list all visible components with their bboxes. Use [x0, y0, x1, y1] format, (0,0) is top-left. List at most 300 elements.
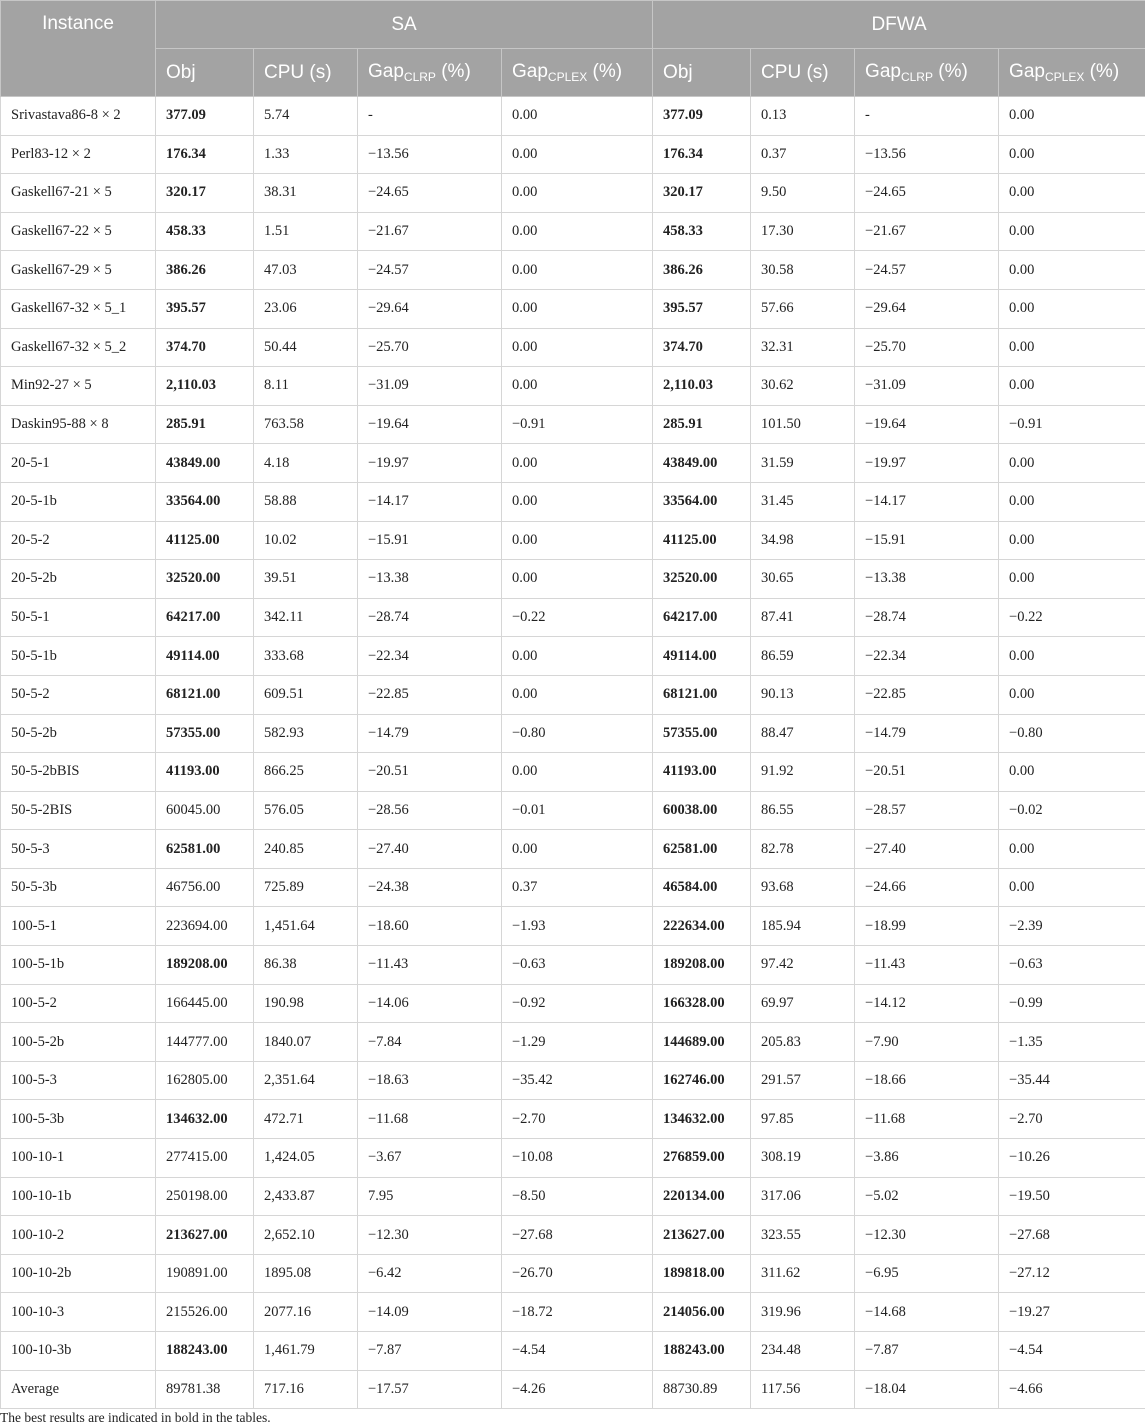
dfwa-gap-clrp-cell: −27.40 — [855, 830, 999, 869]
dfwa-obj-cell: 49114.00 — [653, 637, 751, 676]
dfwa-gap-cplex-cell: −2.39 — [999, 907, 1145, 946]
sa-gap-cplex-cell: −1.93 — [502, 907, 653, 946]
dfwa-obj-cell: 88730.89 — [653, 1370, 751, 1409]
table-row — [1, 1139, 1145, 1178]
dfwa-gap-cplex-cell: 0.00 — [999, 97, 1145, 136]
dfwa-gap-clrp-cell: −20.51 — [855, 753, 999, 792]
dfwa-cpu-cell: 17.30 — [751, 212, 855, 251]
sa-gap-cplex-cell: −0.91 — [502, 405, 653, 444]
dfwa-obj-cell: 2,110.03 — [653, 367, 751, 406]
dfwa-gap-clrp-cell: −28.57 — [855, 791, 999, 830]
sa-cpu-cell: 1895.08 — [254, 1254, 358, 1293]
sa-obj-cell: 46756.00 — [156, 868, 254, 907]
sa-obj-cell: 166445.00 — [156, 984, 254, 1023]
dfwa-cpu-cell: 234.48 — [751, 1332, 855, 1371]
dfwa-cpu-cell: 57.66 — [751, 289, 855, 328]
sa-cpu-cell: 47.03 — [254, 251, 358, 290]
table-row — [1, 1216, 1145, 1255]
sa-obj-cell: 395.57 — [156, 289, 254, 328]
instance-cell: 50-5-2b — [1, 714, 156, 753]
sa-gap-clrp-cell: −29.64 — [358, 289, 502, 328]
dfwa-cpu-cell: 185.94 — [751, 907, 855, 946]
sa-obj-cell: 215526.00 — [156, 1293, 254, 1332]
sa-gap-cplex-cell: −0.80 — [502, 714, 653, 753]
instance-cell: 100-10-1 — [1, 1139, 156, 1178]
table-row — [1, 289, 1145, 328]
instance-cell: Average — [1, 1370, 156, 1409]
sa-cpu-cell: 333.68 — [254, 637, 358, 676]
dfwa-gap-clrp-cell: −24.57 — [855, 251, 999, 290]
dfwa-gap-cplex-cell: 0.00 — [999, 174, 1145, 213]
instance-cell: 20-5-2 — [1, 521, 156, 560]
sa-gap-clrp-cell: −13.56 — [358, 135, 502, 174]
sa-gap-clrp-cell: −12.30 — [358, 1216, 502, 1255]
gap-label: Gap — [368, 61, 404, 82]
sa-gap-cplex-cell: 0.00 — [502, 212, 653, 251]
dfwa-obj-cell: 33564.00 — [653, 482, 751, 521]
dfwa-gap-cplex-cell: 0.00 — [999, 637, 1145, 676]
dfwa-gap-clrp-cell: −5.02 — [855, 1177, 999, 1216]
instance-cell: 100-10-2b — [1, 1254, 156, 1293]
sa-obj-cell: 213627.00 — [156, 1216, 254, 1255]
instance-cell: Gaskell67-32 × 5_2 — [1, 328, 156, 367]
sa-gap-cplex-cell: −35.42 — [502, 1061, 653, 1100]
dfwa-gap-cplex-cell: −19.50 — [999, 1177, 1145, 1216]
sa-cpu-cell: 240.85 — [254, 830, 358, 869]
gap-unit: (%) — [587, 61, 623, 82]
dfwa-cpu-cell: 308.19 — [751, 1139, 855, 1178]
sa-gap-cplex-cell: 0.00 — [502, 675, 653, 714]
instance-cell: 100-5-2b — [1, 1023, 156, 1062]
dfwa-gap-clrp-cell: −29.64 — [855, 289, 999, 328]
dfwa-gap-clrp-cell: −25.70 — [855, 328, 999, 367]
dfwa-obj-cell: 189818.00 — [653, 1254, 751, 1293]
table-body — [1, 97, 1145, 1409]
dfwa-gap-clrp-cell: −24.66 — [855, 868, 999, 907]
sa-gap-cplex-cell: 0.37 — [502, 868, 653, 907]
dfwa-gap-clrp-cell: −18.04 — [855, 1370, 999, 1409]
sa-cpu-cell: 1.51 — [254, 212, 358, 251]
sa-obj-cell: 57355.00 — [156, 714, 254, 753]
dfwa-obj-cell: 276859.00 — [653, 1139, 751, 1178]
sa-gap-cplex-cell: −0.63 — [502, 946, 653, 985]
dfwa-gap-cplex-cell: 0.00 — [999, 135, 1145, 174]
table-row — [1, 753, 1145, 792]
sa-gap-clrp-cell: −19.64 — [358, 405, 502, 444]
dfwa-cpu-cell: 90.13 — [751, 675, 855, 714]
dfwa-gap-cplex-cell: −4.54 — [999, 1332, 1145, 1371]
dfwa-obj-cell: 220134.00 — [653, 1177, 751, 1216]
dfwa-gap-clrp-cell: −14.79 — [855, 714, 999, 753]
sa-cpu-cell: 725.89 — [254, 868, 358, 907]
sa-obj-cell: 32520.00 — [156, 560, 254, 599]
dfwa-obj-cell: 64217.00 — [653, 598, 751, 637]
sa-gap-cplex-cell: 0.00 — [502, 97, 653, 136]
table-row — [1, 174, 1145, 213]
sa-obj-cell: 458.33 — [156, 212, 254, 251]
dfwa-obj-cell: 214056.00 — [653, 1293, 751, 1332]
sa-cpu-cell: 1,451.64 — [254, 907, 358, 946]
dfwa-obj-cell: 377.09 — [653, 97, 751, 136]
sa-cpu-cell: 717.16 — [254, 1370, 358, 1409]
sa-gap-clrp-cell: −18.63 — [358, 1061, 502, 1100]
dfwa-obj-cell: 395.57 — [653, 289, 751, 328]
dfwa-cpu-cell: 34.98 — [751, 521, 855, 560]
sa-obj-cell: 41125.00 — [156, 521, 254, 560]
dfwa-cpu-cell: 30.58 — [751, 251, 855, 290]
dfwa-gap-cplex-cell: 0.00 — [999, 560, 1145, 599]
instance-cell: 100-5-1 — [1, 907, 156, 946]
sa-gap-clrp-cell: −28.74 — [358, 598, 502, 637]
sa-gap-cplex-cell: 0.00 — [502, 251, 653, 290]
dfwa-obj-cell: 134632.00 — [653, 1100, 751, 1139]
dfwa-gap-clrp-cell: −13.56 — [855, 135, 999, 174]
sa-gap-clrp-cell: −19.97 — [358, 444, 502, 483]
dfwa-obj-cell: 46584.00 — [653, 868, 751, 907]
sa-gap-cplex-cell: −26.70 — [502, 1254, 653, 1293]
sa-obj-cell: 374.70 — [156, 328, 254, 367]
table-row — [1, 1332, 1145, 1371]
dfwa-obj-cell: 57355.00 — [653, 714, 751, 753]
dfwa-cpu-cell: 97.42 — [751, 946, 855, 985]
dfwa-gap-cplex-cell: 0.00 — [999, 753, 1145, 792]
sa-cpu-cell: 582.93 — [254, 714, 358, 753]
dfwa-obj-cell: 374.70 — [653, 328, 751, 367]
dfwa-cpu-cell: 86.55 — [751, 791, 855, 830]
sa-gap-clrp-cell: −20.51 — [358, 753, 502, 792]
gap-label: Gap — [1009, 61, 1045, 82]
dfwa-gap-clrp-cell: −22.34 — [855, 637, 999, 676]
dfwa-cpu-cell: 31.59 — [751, 444, 855, 483]
dfwa-gap-cplex-cell: 0.00 — [999, 444, 1145, 483]
instance-cell: 50-5-3 — [1, 830, 156, 869]
sa-obj-cell: 62581.00 — [156, 830, 254, 869]
instance-cell: 100-5-1b — [1, 946, 156, 985]
dfwa-cpu-cell: 31.45 — [751, 482, 855, 521]
sa-cpu-cell: 609.51 — [254, 675, 358, 714]
sa-gap-cplex-cell: 0.00 — [502, 135, 653, 174]
sa-cpu-cell: 1,461.79 — [254, 1332, 358, 1371]
dfwa-gap-clrp-cell: −14.17 — [855, 482, 999, 521]
dfwa-gap-clrp-cell: −15.91 — [855, 521, 999, 560]
sa-obj-cell: 64217.00 — [156, 598, 254, 637]
table-row — [1, 212, 1145, 251]
sa-obj-cell: 188243.00 — [156, 1332, 254, 1371]
dfwa-gap-clrp-cell: −19.64 — [855, 405, 999, 444]
dfwa-cpu-cell: 30.62 — [751, 367, 855, 406]
sa-cpu-cell: 866.25 — [254, 753, 358, 792]
dfwa-gap-cplex-cell: −2.70 — [999, 1100, 1145, 1139]
dfwa-gap-cplex-cell: −0.80 — [999, 714, 1145, 753]
dfwa-gap-clrp-cell: −13.38 — [855, 560, 999, 599]
dfwa-obj-cell: 62581.00 — [653, 830, 751, 869]
table-row — [1, 946, 1145, 985]
instance-cell: Gaskell67-22 × 5 — [1, 212, 156, 251]
sa-gap-clrp-cell: −15.91 — [358, 521, 502, 560]
dfwa-gap-cplex-cell: 0.00 — [999, 251, 1145, 290]
table-row — [1, 328, 1145, 367]
dfwa-gap-clrp-cell: −12.30 — [855, 1216, 999, 1255]
dfwa-cpu-cell: 0.37 — [751, 135, 855, 174]
sa-gap-clrp-cell: −21.67 — [358, 212, 502, 251]
dfwa-gap-cplex-cell: −0.99 — [999, 984, 1145, 1023]
table-row — [1, 1023, 1145, 1062]
instance-cell: 50-5-2 — [1, 675, 156, 714]
dfwa-gap-clrp-cell: −18.66 — [855, 1061, 999, 1100]
dfwa-obj-cell: 41125.00 — [653, 521, 751, 560]
table-row — [1, 251, 1145, 290]
sa-gap-cplex-cell: 0.00 — [502, 560, 653, 599]
sa-obj-cell: 41193.00 — [156, 753, 254, 792]
sa-cpu-cell: 2077.16 — [254, 1293, 358, 1332]
instance-cell: 100-10-3 — [1, 1293, 156, 1332]
instance-cell: Srivastava86-8 × 2 — [1, 97, 156, 136]
table-row — [1, 830, 1145, 869]
dfwa-gap-clrp-cell: −21.67 — [855, 212, 999, 251]
header-dfwa-cpu: CPU (s) — [751, 49, 855, 97]
sa-gap-cplex-cell: 0.00 — [502, 444, 653, 483]
table-row — [1, 367, 1145, 406]
instance-cell: 20-5-2b — [1, 560, 156, 599]
sa-gap-cplex-cell: −0.01 — [502, 791, 653, 830]
dfwa-gap-cplex-cell: 0.00 — [999, 521, 1145, 560]
table-row — [1, 521, 1145, 560]
dfwa-cpu-cell: 87.41 — [751, 598, 855, 637]
dfwa-cpu-cell: 86.59 — [751, 637, 855, 676]
dfwa-obj-cell: 41193.00 — [653, 753, 751, 792]
sa-obj-cell: 377.09 — [156, 97, 254, 136]
sa-gap-cplex-cell: 0.00 — [502, 753, 653, 792]
sa-obj-cell: 250198.00 — [156, 1177, 254, 1216]
table-row — [1, 714, 1145, 753]
sa-obj-cell: 189208.00 — [156, 946, 254, 985]
dfwa-gap-cplex-cell: −35.44 — [999, 1061, 1145, 1100]
dfwa-cpu-cell: 93.68 — [751, 868, 855, 907]
dfwa-gap-cplex-cell: 0.00 — [999, 830, 1145, 869]
sa-cpu-cell: 5.74 — [254, 97, 358, 136]
dfwa-obj-cell: 189208.00 — [653, 946, 751, 985]
header-instance: Instance — [1, 1, 156, 97]
sa-cpu-cell: 86.38 — [254, 946, 358, 985]
dfwa-gap-clrp-cell: −11.68 — [855, 1100, 999, 1139]
dfwa-cpu-cell: 0.13 — [751, 97, 855, 136]
sa-gap-clrp-cell: −14.09 — [358, 1293, 502, 1332]
gap-unit: (%) — [1084, 61, 1120, 82]
table-row — [1, 907, 1145, 946]
dfwa-gap-cplex-cell: −0.91 — [999, 405, 1145, 444]
sa-obj-cell: 33564.00 — [156, 482, 254, 521]
sa-cpu-cell: 342.11 — [254, 598, 358, 637]
instance-cell: 100-5-3b — [1, 1100, 156, 1139]
dfwa-gap-cplex-cell: 0.00 — [999, 482, 1145, 521]
sa-gap-clrp-cell: −13.38 — [358, 560, 502, 599]
instance-cell: 50-5-1b — [1, 637, 156, 676]
dfwa-gap-cplex-cell: −27.68 — [999, 1216, 1145, 1255]
sa-cpu-cell: 10.02 — [254, 521, 358, 560]
sa-cpu-cell: 38.31 — [254, 174, 358, 213]
dfwa-obj-cell: 213627.00 — [653, 1216, 751, 1255]
sa-obj-cell: 43849.00 — [156, 444, 254, 483]
dfwa-cpu-cell: 9.50 — [751, 174, 855, 213]
sa-obj-cell: 386.26 — [156, 251, 254, 290]
instance-cell: 50-5-3b — [1, 868, 156, 907]
header-group-sa: SA — [156, 1, 653, 49]
table-row — [1, 482, 1145, 521]
table-row — [1, 868, 1145, 907]
sa-gap-clrp-cell: 7.95 — [358, 1177, 502, 1216]
dfwa-cpu-cell: 317.06 — [751, 1177, 855, 1216]
dfwa-gap-cplex-cell: 0.00 — [999, 367, 1145, 406]
gap-subscript: CLRP — [900, 70, 933, 84]
sa-gap-clrp-cell: −6.42 — [358, 1254, 502, 1293]
sa-obj-cell: 190891.00 — [156, 1254, 254, 1293]
gap-label: Gap — [865, 61, 901, 82]
dfwa-cpu-cell: 69.97 — [751, 984, 855, 1023]
dfwa-gap-clrp-cell: −22.85 — [855, 675, 999, 714]
sa-obj-cell: 320.17 — [156, 174, 254, 213]
dfwa-cpu-cell: 291.57 — [751, 1061, 855, 1100]
dfwa-obj-cell: 144689.00 — [653, 1023, 751, 1062]
dfwa-obj-cell: 320.17 — [653, 174, 751, 213]
header-sa-gap-cplex — [502, 49, 653, 97]
dfwa-cpu-cell: 88.47 — [751, 714, 855, 753]
sa-gap-clrp-cell: −24.65 — [358, 174, 502, 213]
sa-cpu-cell: 190.98 — [254, 984, 358, 1023]
sa-cpu-cell: 2,652.10 — [254, 1216, 358, 1255]
dfwa-obj-cell: 68121.00 — [653, 675, 751, 714]
table-row — [1, 1061, 1145, 1100]
dfwa-cpu-cell: 205.83 — [751, 1023, 855, 1062]
instance-cell: 100-10-3b — [1, 1332, 156, 1371]
gap-unit: (%) — [932, 61, 968, 82]
dfwa-gap-clrp-cell: −14.68 — [855, 1293, 999, 1332]
dfwa-obj-cell: 222634.00 — [653, 907, 751, 946]
dfwa-gap-clrp-cell: −6.95 — [855, 1254, 999, 1293]
sa-cpu-cell: 23.06 — [254, 289, 358, 328]
sa-gap-clrp-cell: −31.09 — [358, 367, 502, 406]
sa-gap-cplex-cell: 0.00 — [502, 521, 653, 560]
table-row — [1, 637, 1145, 676]
dfwa-gap-cplex-cell: −4.66 — [999, 1370, 1145, 1409]
sa-obj-cell: 2,110.03 — [156, 367, 254, 406]
dfwa-cpu-cell: 32.31 — [751, 328, 855, 367]
header-sa-cpu: CPU (s) — [254, 49, 358, 97]
instance-cell: Min92-27 × 5 — [1, 367, 156, 406]
sa-gap-cplex-cell: −0.22 — [502, 598, 653, 637]
dfwa-obj-cell: 166328.00 — [653, 984, 751, 1023]
dfwa-obj-cell: 188243.00 — [653, 1332, 751, 1371]
gap-unit: (%) — [435, 61, 471, 82]
sa-gap-cplex-cell: −4.54 — [502, 1332, 653, 1371]
instance-cell: 100-10-1b — [1, 1177, 156, 1216]
dfwa-gap-cplex-cell: 0.00 — [999, 289, 1145, 328]
header-dfwa-obj: Obj — [653, 49, 751, 97]
table-row — [1, 135, 1145, 174]
instance-cell: Gaskell67-29 × 5 — [1, 251, 156, 290]
instance-cell: Gaskell67-32 × 5_1 — [1, 289, 156, 328]
instance-cell: 100-5-2 — [1, 984, 156, 1023]
sa-gap-cplex-cell: 0.00 — [502, 482, 653, 521]
sa-gap-cplex-cell: 0.00 — [502, 637, 653, 676]
sa-gap-clrp-cell: −22.34 — [358, 637, 502, 676]
dfwa-obj-cell: 458.33 — [653, 212, 751, 251]
sa-cpu-cell: 1,424.05 — [254, 1139, 358, 1178]
instance-cell: 50-5-1 — [1, 598, 156, 637]
dfwa-obj-cell: 386.26 — [653, 251, 751, 290]
sa-obj-cell: 68121.00 — [156, 675, 254, 714]
dfwa-gap-clrp-cell: −7.87 — [855, 1332, 999, 1371]
sa-cpu-cell: 8.11 — [254, 367, 358, 406]
sa-gap-clrp-cell: −24.38 — [358, 868, 502, 907]
sa-gap-cplex-cell: 0.00 — [502, 174, 653, 213]
sa-gap-cplex-cell: 0.00 — [502, 830, 653, 869]
dfwa-cpu-cell: 91.92 — [751, 753, 855, 792]
sa-cpu-cell: 472.71 — [254, 1100, 358, 1139]
dfwa-gap-cplex-cell: −0.02 — [999, 791, 1145, 830]
dfwa-gap-clrp-cell: −11.43 — [855, 946, 999, 985]
sa-cpu-cell: 4.18 — [254, 444, 358, 483]
sa-cpu-cell: 1.33 — [254, 135, 358, 174]
sa-gap-clrp-cell: −11.68 — [358, 1100, 502, 1139]
dfwa-gap-clrp-cell: −18.99 — [855, 907, 999, 946]
dfwa-gap-cplex-cell: 0.00 — [999, 212, 1145, 251]
sa-gap-clrp-cell: −7.84 — [358, 1023, 502, 1062]
sa-gap-clrp-cell: −22.85 — [358, 675, 502, 714]
table-footnote: The best results are indicated in bold in the tables. — [0, 1410, 271, 1425]
sa-cpu-cell: 39.51 — [254, 560, 358, 599]
sa-gap-cplex-cell: −0.92 — [502, 984, 653, 1023]
sa-gap-cplex-cell: 0.00 — [502, 367, 653, 406]
sa-gap-clrp-cell: −14.06 — [358, 984, 502, 1023]
instance-cell: Daskin95-88 × 8 — [1, 405, 156, 444]
sa-gap-clrp-cell: −25.70 — [358, 328, 502, 367]
sa-gap-cplex-cell: −18.72 — [502, 1293, 653, 1332]
dfwa-gap-cplex-cell: −27.12 — [999, 1254, 1145, 1293]
sa-gap-cplex-cell: −27.68 — [502, 1216, 653, 1255]
table-header — [1, 1, 1145, 97]
dfwa-obj-cell: 285.91 — [653, 405, 751, 444]
sa-obj-cell: 223694.00 — [156, 907, 254, 946]
dfwa-cpu-cell: 323.55 — [751, 1216, 855, 1255]
header-dfwa-gap-cplex — [999, 49, 1145, 97]
sa-obj-cell: 134632.00 — [156, 1100, 254, 1139]
table-row — [1, 444, 1145, 483]
dfwa-cpu-cell: 82.78 — [751, 830, 855, 869]
sa-cpu-cell: 763.58 — [254, 405, 358, 444]
dfwa-gap-clrp-cell: −24.65 — [855, 174, 999, 213]
dfwa-cpu-cell: 319.96 — [751, 1293, 855, 1332]
dfwa-gap-cplex-cell: −10.26 — [999, 1139, 1145, 1178]
sa-obj-cell: 49114.00 — [156, 637, 254, 676]
table-row — [1, 791, 1145, 830]
dfwa-cpu-cell: 30.65 — [751, 560, 855, 599]
sa-gap-cplex-cell: −10.08 — [502, 1139, 653, 1178]
header-sa-gap-clrp — [358, 49, 502, 97]
sa-obj-cell: 60045.00 — [156, 791, 254, 830]
dfwa-gap-clrp-cell: −19.97 — [855, 444, 999, 483]
sa-gap-clrp-cell: −14.79 — [358, 714, 502, 753]
table-row — [1, 1254, 1145, 1293]
gap-subscript: CPLEX — [1044, 70, 1085, 84]
dfwa-gap-cplex-cell: 0.00 — [999, 328, 1145, 367]
instance-cell: 100-10-2 — [1, 1216, 156, 1255]
gap-subscript: CLRP — [403, 70, 436, 84]
sa-cpu-cell: 50.44 — [254, 328, 358, 367]
table-row — [1, 1177, 1145, 1216]
dfwa-obj-cell: 176.34 — [653, 135, 751, 174]
instance-cell: Gaskell67-21 × 5 — [1, 174, 156, 213]
sa-gap-clrp-cell: - — [358, 97, 502, 136]
